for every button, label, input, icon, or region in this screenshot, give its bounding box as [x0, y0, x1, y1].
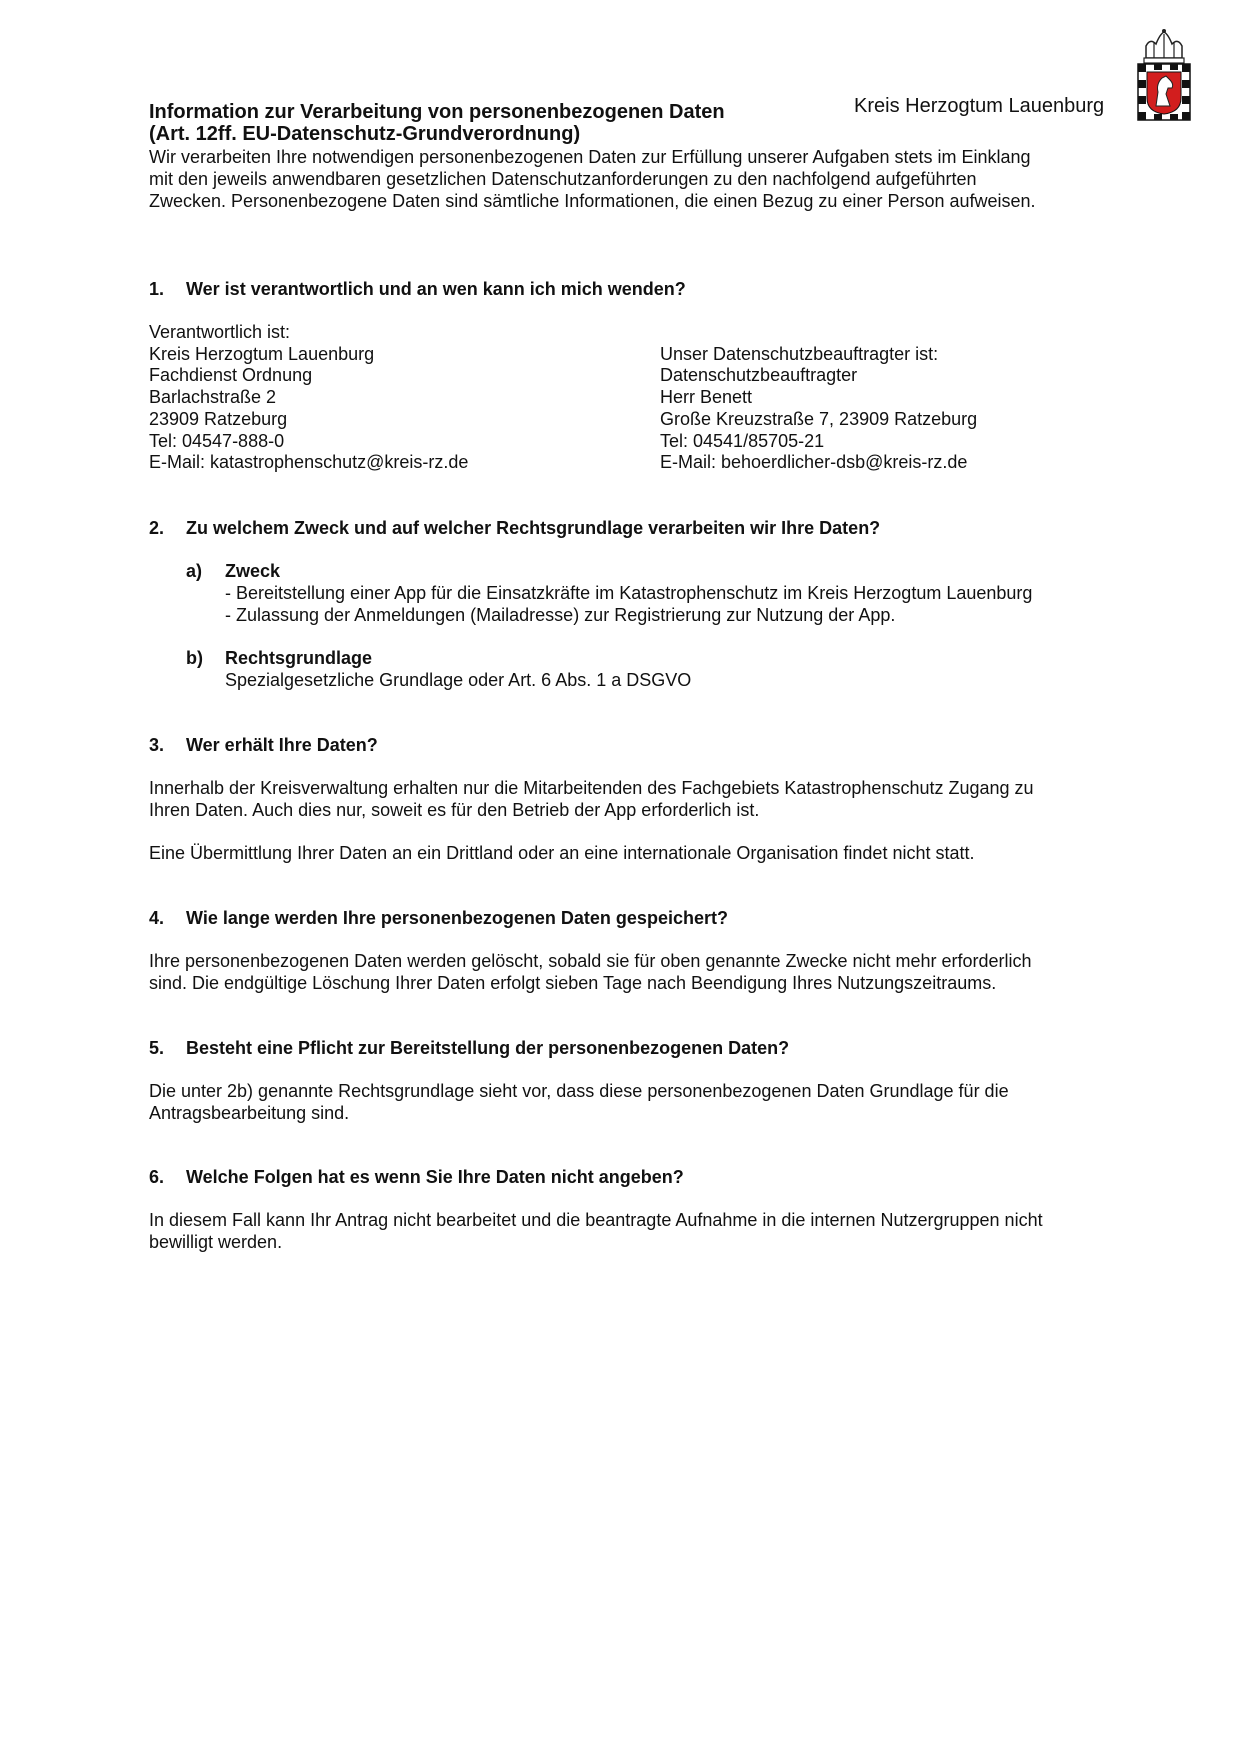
section-heading: Besteht eine Pflicht zur Bereitstellung der personenbezogenen Daten? [186, 1038, 790, 1058]
dpo-line: Tel: 04541/85705-21 [660, 431, 825, 451]
section-heading: Zu welchem Zweck und auf welcher Rechtsgrundlage verarbeiten wir Ihre Daten? [186, 518, 881, 538]
legal-basis-line: Spezialgesetzliche Grundlage oder Art. 6 Abs. 1 a DSGVO [225, 670, 692, 690]
section-number: 2. [149, 518, 165, 538]
paragraph-line: bewilligt werden. [149, 1232, 283, 1252]
responsible-line: 23909 Ratzeburg [149, 409, 288, 429]
dpo-line: Unser Datenschutzbeauftragter ist: [660, 344, 939, 364]
intro-line: Zwecken. Personenbezogene Daten sind sämtliche Informationen, die einen Bezug zu einer Person aufweisen. [149, 191, 1036, 211]
coat-of-arms-icon [1136, 28, 1192, 122]
section-number: 4. [149, 908, 165, 928]
section-number: 6. [149, 1167, 165, 1187]
section-heading: Wer erhält Ihre Daten? [186, 735, 378, 755]
intro-line: mit den jeweils anwendbaren gesetzlichen Datenschutzanforderungen zu den nachfolgend aufgeführten [149, 169, 977, 189]
section-number: 1. [149, 279, 165, 299]
dpo-line: Herr Benett [660, 387, 753, 407]
responsible-line: Barlachstraße 2 [149, 387, 277, 407]
paragraph-line: Ihre personenbezogenen Daten werden gelöscht, sobald sie für oben genannte Zwecke nicht mehr erforderlich [149, 951, 1032, 971]
responsible-line: Kreis Herzogtum Lauenburg [149, 344, 375, 364]
paragraph-line: Antragsbearbeitung sind. [149, 1103, 350, 1123]
paragraph-line: Ihren Daten. Auch dies nur, soweit es für den Betrieb der App erforderlich ist. [149, 800, 760, 820]
intro-line: Wir verarbeiten Ihre notwendigen personenbezogenen Daten zur Erfüllung unserer Aufgaben stets im Einklang [149, 147, 1031, 167]
paragraph-line: Die unter 2b) genannte Rechtsgrundlage sieht vor, dass diese personenbezogenen Daten Grundlage für die [149, 1081, 1009, 1101]
section-heading: Wer ist verantwortlich und an wen kann ich mich wenden? [186, 279, 686, 299]
paragraph-line: sind. Die endgültige Löschung Ihrer Daten erfolgt sieben Tage nach Beendigung Ihres Nutzungszeitraums. [149, 973, 997, 993]
section-number: 3. [149, 735, 165, 755]
subsection-title: Zweck [225, 561, 281, 581]
paragraph-line: Eine Übermittlung Ihrer Daten an ein Drittland oder an eine internationale Organisation findet nicht statt. [149, 843, 975, 863]
section-heading: Welche Folgen hat es wenn Sie Ihre Daten nicht angeben? [186, 1167, 684, 1187]
dpo-email[interactable]: E-Mail: behoerdlicher-dsb@kreis-rz.de [660, 452, 968, 472]
purpose-line: - Zulassung der Anmeldungen (Mailadresse) zur Registrierung zur Nutzung der App. [225, 605, 896, 625]
purpose-line: - Bereitstellung einer App für die Einsatzkräfte im Katastrophenschutz im Kreis Herzogtum Lauenburg [225, 583, 1033, 603]
responsible-line: Verantwortlich ist: [149, 322, 291, 342]
document-title: Information zur Verarbeitung von personenbezogenen Daten [149, 101, 725, 123]
section-number: 5. [149, 1038, 165, 1058]
subsection-label: b) [186, 648, 203, 668]
paragraph-line: Innerhalb der Kreisverwaltung erhalten nur die Mitarbeitenden des Fachgebiets Katastrophenschutz Zugang zu [149, 778, 1034, 798]
responsible-email[interactable]: E-Mail: katastrophenschutz@kreis-rz.de [149, 452, 469, 472]
document-subtitle: (Art. 12ff. EU-Datenschutz-Grundverordnung) [149, 123, 581, 145]
paragraph-line: In diesem Fall kann Ihr Antrag nicht bearbeitet und die beantragte Aufnahme in die internen Nutzergruppen nicht [149, 1210, 1043, 1230]
subsection-label: a) [186, 561, 203, 581]
dpo-line: Datenschutzbeauftragter [660, 365, 858, 385]
organisation-name: Kreis Herzogtum Lauenburg [854, 95, 1105, 117]
section-heading: Wie lange werden Ihre personenbezogenen Daten gespeichert? [186, 908, 728, 928]
dpo-line: Große Kreuzstraße 7, 23909 Ratzeburg [660, 409, 978, 429]
responsible-line: Fachdienst Ordnung [149, 365, 313, 385]
subsection-title: Rechtsgrundlage [225, 648, 373, 668]
responsible-line: Tel: 04547-888-0 [149, 431, 285, 451]
